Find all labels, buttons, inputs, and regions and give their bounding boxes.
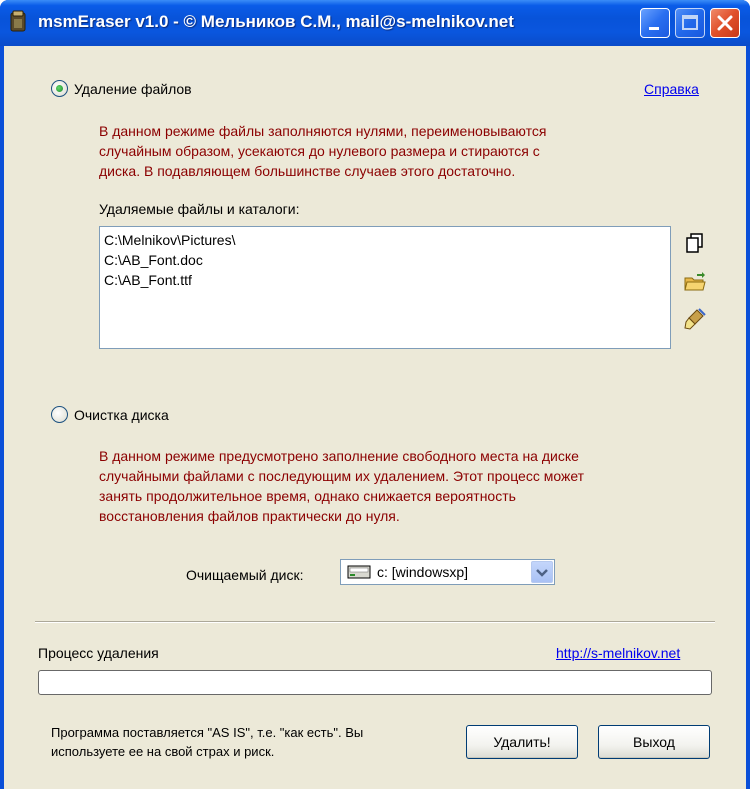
hard-drive-icon xyxy=(347,564,371,580)
drive-select-dropdown-button[interactable] xyxy=(531,561,553,583)
exit-button[interactable]: Выход xyxy=(598,725,710,759)
disclaimer-line: Программа поставляется "AS IS", т.е. "как есть". Вы xyxy=(51,725,364,740)
chevron-down-icon xyxy=(532,562,552,582)
description-line: случайным образом, усекаются до нулевого размера и стираются с xyxy=(99,143,540,159)
radio-mode-files-indicator[interactable] xyxy=(51,80,68,97)
description-line: В данном режиме предусмотрено заполнение свободного места на диске xyxy=(99,448,579,464)
file-list-item[interactable]: C:\AB_Font.doc xyxy=(104,252,203,268)
mode-disk-description xyxy=(99,446,699,526)
disclaimer xyxy=(51,723,431,761)
drive-select[interactable] xyxy=(340,559,555,585)
minimize-icon xyxy=(641,9,669,37)
file-list[interactable] xyxy=(99,226,671,349)
help-link[interactable]: Справка xyxy=(644,81,699,97)
radio-mode-disk-label: Очистка диска xyxy=(74,406,169,423)
disclaimer-line: используете ее на свой страх и риск. xyxy=(51,744,275,759)
radio-mode-disk[interactable] xyxy=(51,406,169,423)
description-line: занять продолжительное время, однако снижается вероятность xyxy=(99,488,516,504)
radio-mode-files-label: Удаление файлов xyxy=(74,80,192,97)
file-list-item[interactable]: C:\AB_Font.ttf xyxy=(104,272,192,288)
clear-list-icon[interactable] xyxy=(683,308,707,332)
maximize-button[interactable] xyxy=(675,8,705,38)
delete-button[interactable]: Удалить! xyxy=(466,725,578,759)
eraser-app-icon xyxy=(8,10,30,34)
description-line: диска. В подавляющем большинстве случаев этого достаточно. xyxy=(99,163,516,179)
file-list-label: Удаляемые файлы и каталоги: xyxy=(99,201,300,217)
radio-mode-disk-indicator[interactable] xyxy=(51,406,68,423)
add-files-icon[interactable] xyxy=(683,231,707,255)
drive-label: Очищаемый диск: xyxy=(186,567,304,583)
website-link[interactable]: http://s-melnikov.net xyxy=(556,645,681,661)
description-line: восстановления файлов практически до нуля. xyxy=(99,508,400,524)
drive-select-value: c: [windowsxp] xyxy=(377,564,469,580)
title-bar[interactable] xyxy=(0,0,750,46)
add-folder-icon[interactable] xyxy=(683,271,707,295)
minimize-button[interactable] xyxy=(640,8,670,38)
file-list-item[interactable]: C:\Melnikov\Pictures\ xyxy=(104,232,236,248)
description-line: случайными файлами с последующим их удалением. Этот процесс может xyxy=(99,468,585,484)
close-button[interactable] xyxy=(710,8,740,38)
mode-files-description xyxy=(99,121,659,181)
separator xyxy=(35,621,715,623)
window-title: msmEraser v1.0 - © Мельников С.М., mail@s-melnikov.net xyxy=(38,12,514,31)
dialog-client-area xyxy=(4,46,746,789)
close-icon xyxy=(711,9,739,37)
maximize-icon xyxy=(676,9,704,37)
description-line: В данном режиме файлы заполняются нулями, переименовываются xyxy=(99,123,547,139)
deletion-progress-bar xyxy=(38,670,712,695)
progress-label: Процесс удаления xyxy=(38,645,159,661)
radio-mode-files[interactable] xyxy=(51,80,192,97)
